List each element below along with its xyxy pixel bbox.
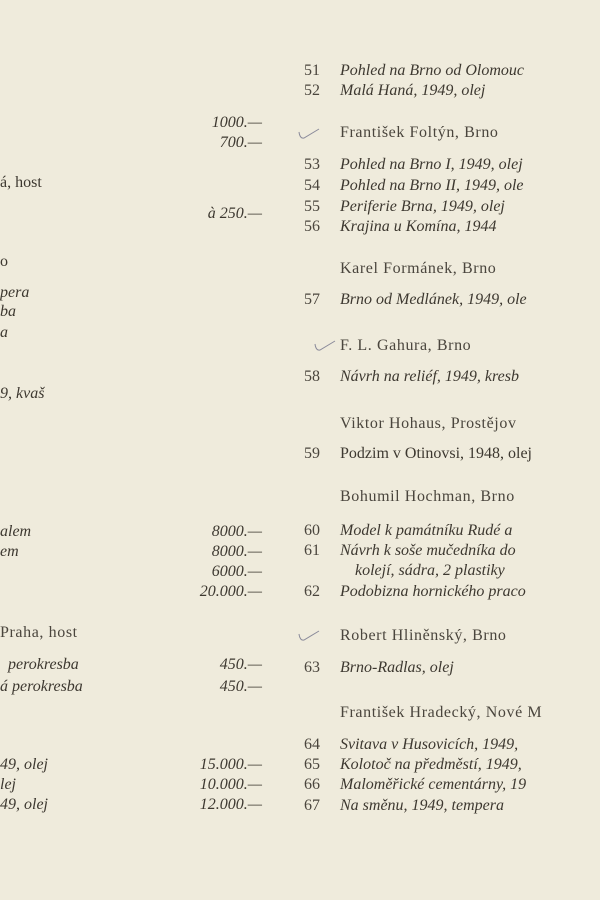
entry-number: 51 [304,62,320,79]
artist-heading: Bohumil Hochman, Brno [340,488,515,505]
entry-number: 67 [304,797,320,814]
price: 12.000.— [199,796,262,813]
entry-number: 65 [304,756,320,773]
entry-title: Svitava v Husovicích, 1949, [340,736,519,753]
price: 10.000.— [199,776,262,793]
entry-title: Brno-Radlas, olej [340,659,454,676]
entry-title: kolejí, sádra, 2 plastiky [355,562,505,579]
entry-title: Pohled na Brno I, 1949, olej [340,156,523,173]
artist-heading: Viktor Hohaus, Prostějov [340,415,517,432]
entry-number: 56 [304,218,320,235]
left-fragment: alem [0,523,32,540]
entry-title: Pohled na Brno II, 1949, ole [340,177,524,194]
entry-number: 58 [304,368,320,385]
entry-title: Podzim v Otinovsi, 1948, olej [340,445,532,462]
left-fragment: á, host [0,174,42,191]
price: 15.000.— [199,756,262,773]
entry-number: 61 [304,542,320,559]
entry-title: Na směnu, 1949, tempera [340,797,504,814]
entry-number: 52 [304,82,320,99]
price: 450.— [219,656,262,673]
left-fragment: perokresba [8,656,79,673]
entry-number: 62 [304,583,320,600]
price: 6000.— [211,563,262,580]
price: à 250.— [207,205,262,222]
entry-title: Model k památníku Rudé a [340,522,513,539]
price: 8000.— [211,523,262,540]
entry-number: 63 [304,659,320,676]
artist-heading: Karel Formánek, Brno [340,260,497,277]
entry-number: 66 [304,776,320,793]
left-fragment: 49, olej [0,796,48,813]
price: 700.— [219,134,262,151]
pencil-check-icon [298,630,320,642]
left-fragment: pera [0,284,30,301]
left-fragment: á perokresba [0,678,83,695]
left-fragment: 49, olej [0,756,48,773]
left-fragment: em [0,543,19,560]
price: 8000.— [211,543,262,560]
entry-title: Periferie Brna, 1949, olej [340,198,505,215]
artist-heading: F. L. Gahura, Brno [340,337,472,354]
artist-heading: František Hradecký, Nové M [340,704,543,721]
entry-title: Maloměřické cementárny, 19 [340,776,527,793]
pencil-check-icon [298,128,320,140]
entry-number: 64 [304,736,320,753]
entry-title: Pohled na Brno od Olomouc [340,62,524,79]
left-fragment: o [0,253,8,270]
entry-number: 57 [304,291,320,308]
entry-title: Brno od Medlánek, 1949, ole [340,291,527,308]
artist-heading: František Foltýn, Brno [340,124,499,141]
entry-title: Návrh na reliéf, 1949, kresb [340,368,519,385]
left-fragment: lej [0,776,16,793]
left-fragment: ba [0,303,16,320]
pencil-check-icon [314,340,336,352]
left-fragment: 9, kvaš [0,385,45,402]
price: 20.000.— [199,583,262,600]
entry-title: Podobizna hornického praco [340,583,526,600]
entry-number: 54 [304,177,320,194]
price: 450.— [219,678,262,695]
left-fragment: a [0,324,8,341]
artist-heading: Robert Hliněnský, Brno [340,627,507,644]
entry-title: Krajina u Komína, 1944 [340,218,497,235]
entry-title: Návrh k soše mučedníka do [340,542,516,559]
entry-number: 53 [304,156,320,173]
entry-title: Kolotoč na předměstí, 1949, [340,756,522,773]
price: 1000.— [211,114,262,131]
entry-number: 55 [304,198,320,215]
left-fragment: Praha, host [0,624,78,641]
entry-number: 60 [304,522,320,539]
entry-number: 59 [304,445,320,462]
entry-title: Malá Haná, 1949, olej [340,82,486,99]
